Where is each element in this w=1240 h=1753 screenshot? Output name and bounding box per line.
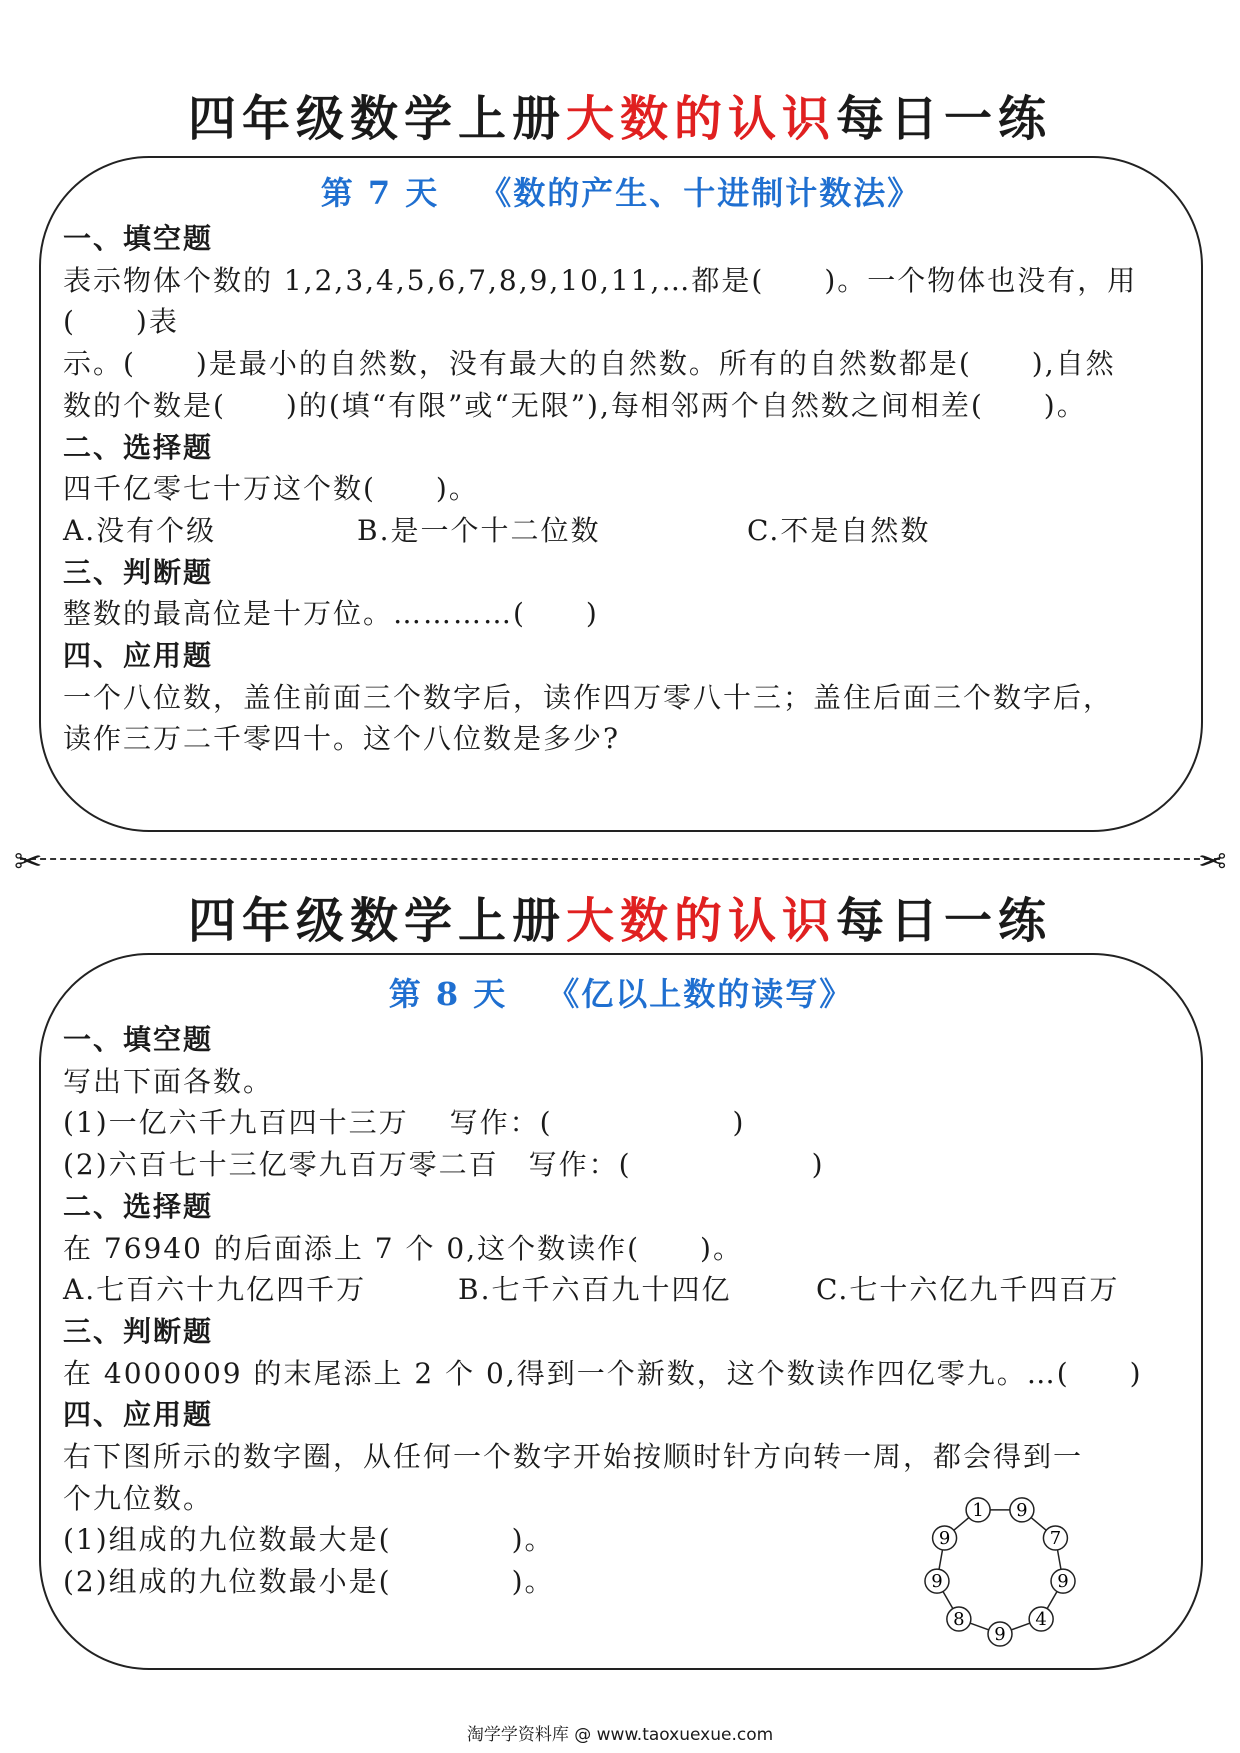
ring-digit: 4 <box>1035 1609 1047 1631</box>
title-text: 四年级数学上册 <box>187 91 566 147</box>
title-text: 四年级数学上册 <box>187 893 566 949</box>
option-c: C.不是自然数 <box>747 513 931 547</box>
section-judge: 三、判断题 <box>63 555 214 589</box>
question-line: (2)组成的九位数最小是( )。 <box>63 1565 555 1599</box>
question-line: (1)一亿六千九百四十三万 写作：( ) <box>63 1106 746 1140</box>
section-choice: 二、选择题 <box>63 1189 214 1223</box>
ring-digit: 9 <box>931 1571 943 1593</box>
topic-label: 《数的产生、十进制计数法》 <box>479 174 922 212</box>
question-line: 数的个数是( )的(填“有限”或“无限”),每相邻两个自然数之间相差( )。 <box>63 388 1087 422</box>
title-highlight: 大数的认识 <box>565 91 836 147</box>
question-line: 在 4000009 的末尾添上 2 个 0,得到一个新数，这个数读作四亿零九。…( ) <box>63 1356 1143 1390</box>
section-fill: 一、填空题 <box>63 222 214 255</box>
footer-watermark: 淘学学资料库 @ www.taoxuexue.com <box>466 1725 774 1745</box>
question-line: 四千亿零七十万这个数( )。 <box>63 472 479 506</box>
ring-digit: 9 <box>1057 1571 1069 1593</box>
title-day7 <box>0 80 1240 149</box>
ring-digit: 9 <box>938 1528 951 1549</box>
scissors-icon: ✂ <box>14 842 43 882</box>
section-judge: 三、判断题 <box>63 1314 214 1348</box>
ring-digit: 9 <box>994 1624 1006 1645</box>
scissors-icon: ✂ <box>1197 842 1226 882</box>
title-highlight: 大数的认识 <box>565 893 836 949</box>
day7-header <box>41 168 1201 218</box>
question-line: 在 76940 的后面添上 7 个 0,这个数读作( )。 <box>63 1231 743 1265</box>
option-b: B.七千六百九十四亿 <box>458 1273 732 1307</box>
question-line: 一个八位数，盖住前面三个数字后，读作四万零八十三；盖住后面三个数字后， <box>63 680 1114 714</box>
title-day8 <box>0 882 1240 951</box>
ring-digit: 8 <box>953 1609 965 1631</box>
question-line: 整数的最高位是十万位。…………( ) <box>63 597 599 631</box>
day-label: 第 8 天 <box>388 975 508 1013</box>
question-line: (2)六百七十三亿零九百万零二百 写作：( ) <box>63 1148 825 1182</box>
section-application: 四、应用题 <box>63 639 214 673</box>
question-line: 右下图所示的数字圈，从任何一个数字开始按顺时针方向转一周，都会得到一 <box>63 1440 1084 1474</box>
title-text: 每日一练 <box>836 91 1053 147</box>
day-label: 第 7 天 <box>320 174 440 212</box>
option-b: B.是一个十二位数 <box>357 513 601 547</box>
section-application: 四、应用题 <box>63 1398 214 1432</box>
question-line: 读作三万二千零四十。这个八位数是多少? <box>63 722 621 756</box>
question-line: 个九位数。 <box>63 1481 214 1515</box>
option-c: C.七十六亿九千四百万 <box>816 1273 1120 1307</box>
digit-ring-diagram <box>920 1490 1080 1650</box>
topic-label: 《亿以上数的读写》 <box>547 975 854 1013</box>
ring-digit: 9 <box>1016 1499 1028 1521</box>
option-a: A.没有个级 <box>63 513 217 547</box>
option-a: A.七百六十九亿四千万 <box>63 1273 367 1307</box>
section-choice: 二、选择题 <box>63 430 214 464</box>
section-fill: 一、填空题 <box>63 1023 214 1056</box>
ring-digit: 7 <box>1049 1528 1062 1549</box>
day8-header <box>41 969 1201 1019</box>
question-line: 写出下面各数。 <box>63 1064 274 1098</box>
ring-digit: 1 <box>972 1499 984 1521</box>
question-line: (1)组成的九位数最大是( )。 <box>63 1523 555 1557</box>
day7-card <box>39 156 1203 832</box>
question-line: 表示物体个数的 1,2,3,4,5,6,7,8,9,10,11,…都是( )。一个物体也没有，用( )表 <box>63 263 1138 339</box>
cut-line <box>20 858 1220 860</box>
question-line: 示。( )是最小的自然数，没有最大的自然数。所有的自然数都是( ),自然 <box>63 347 1116 381</box>
title-text: 每日一练 <box>836 893 1053 949</box>
